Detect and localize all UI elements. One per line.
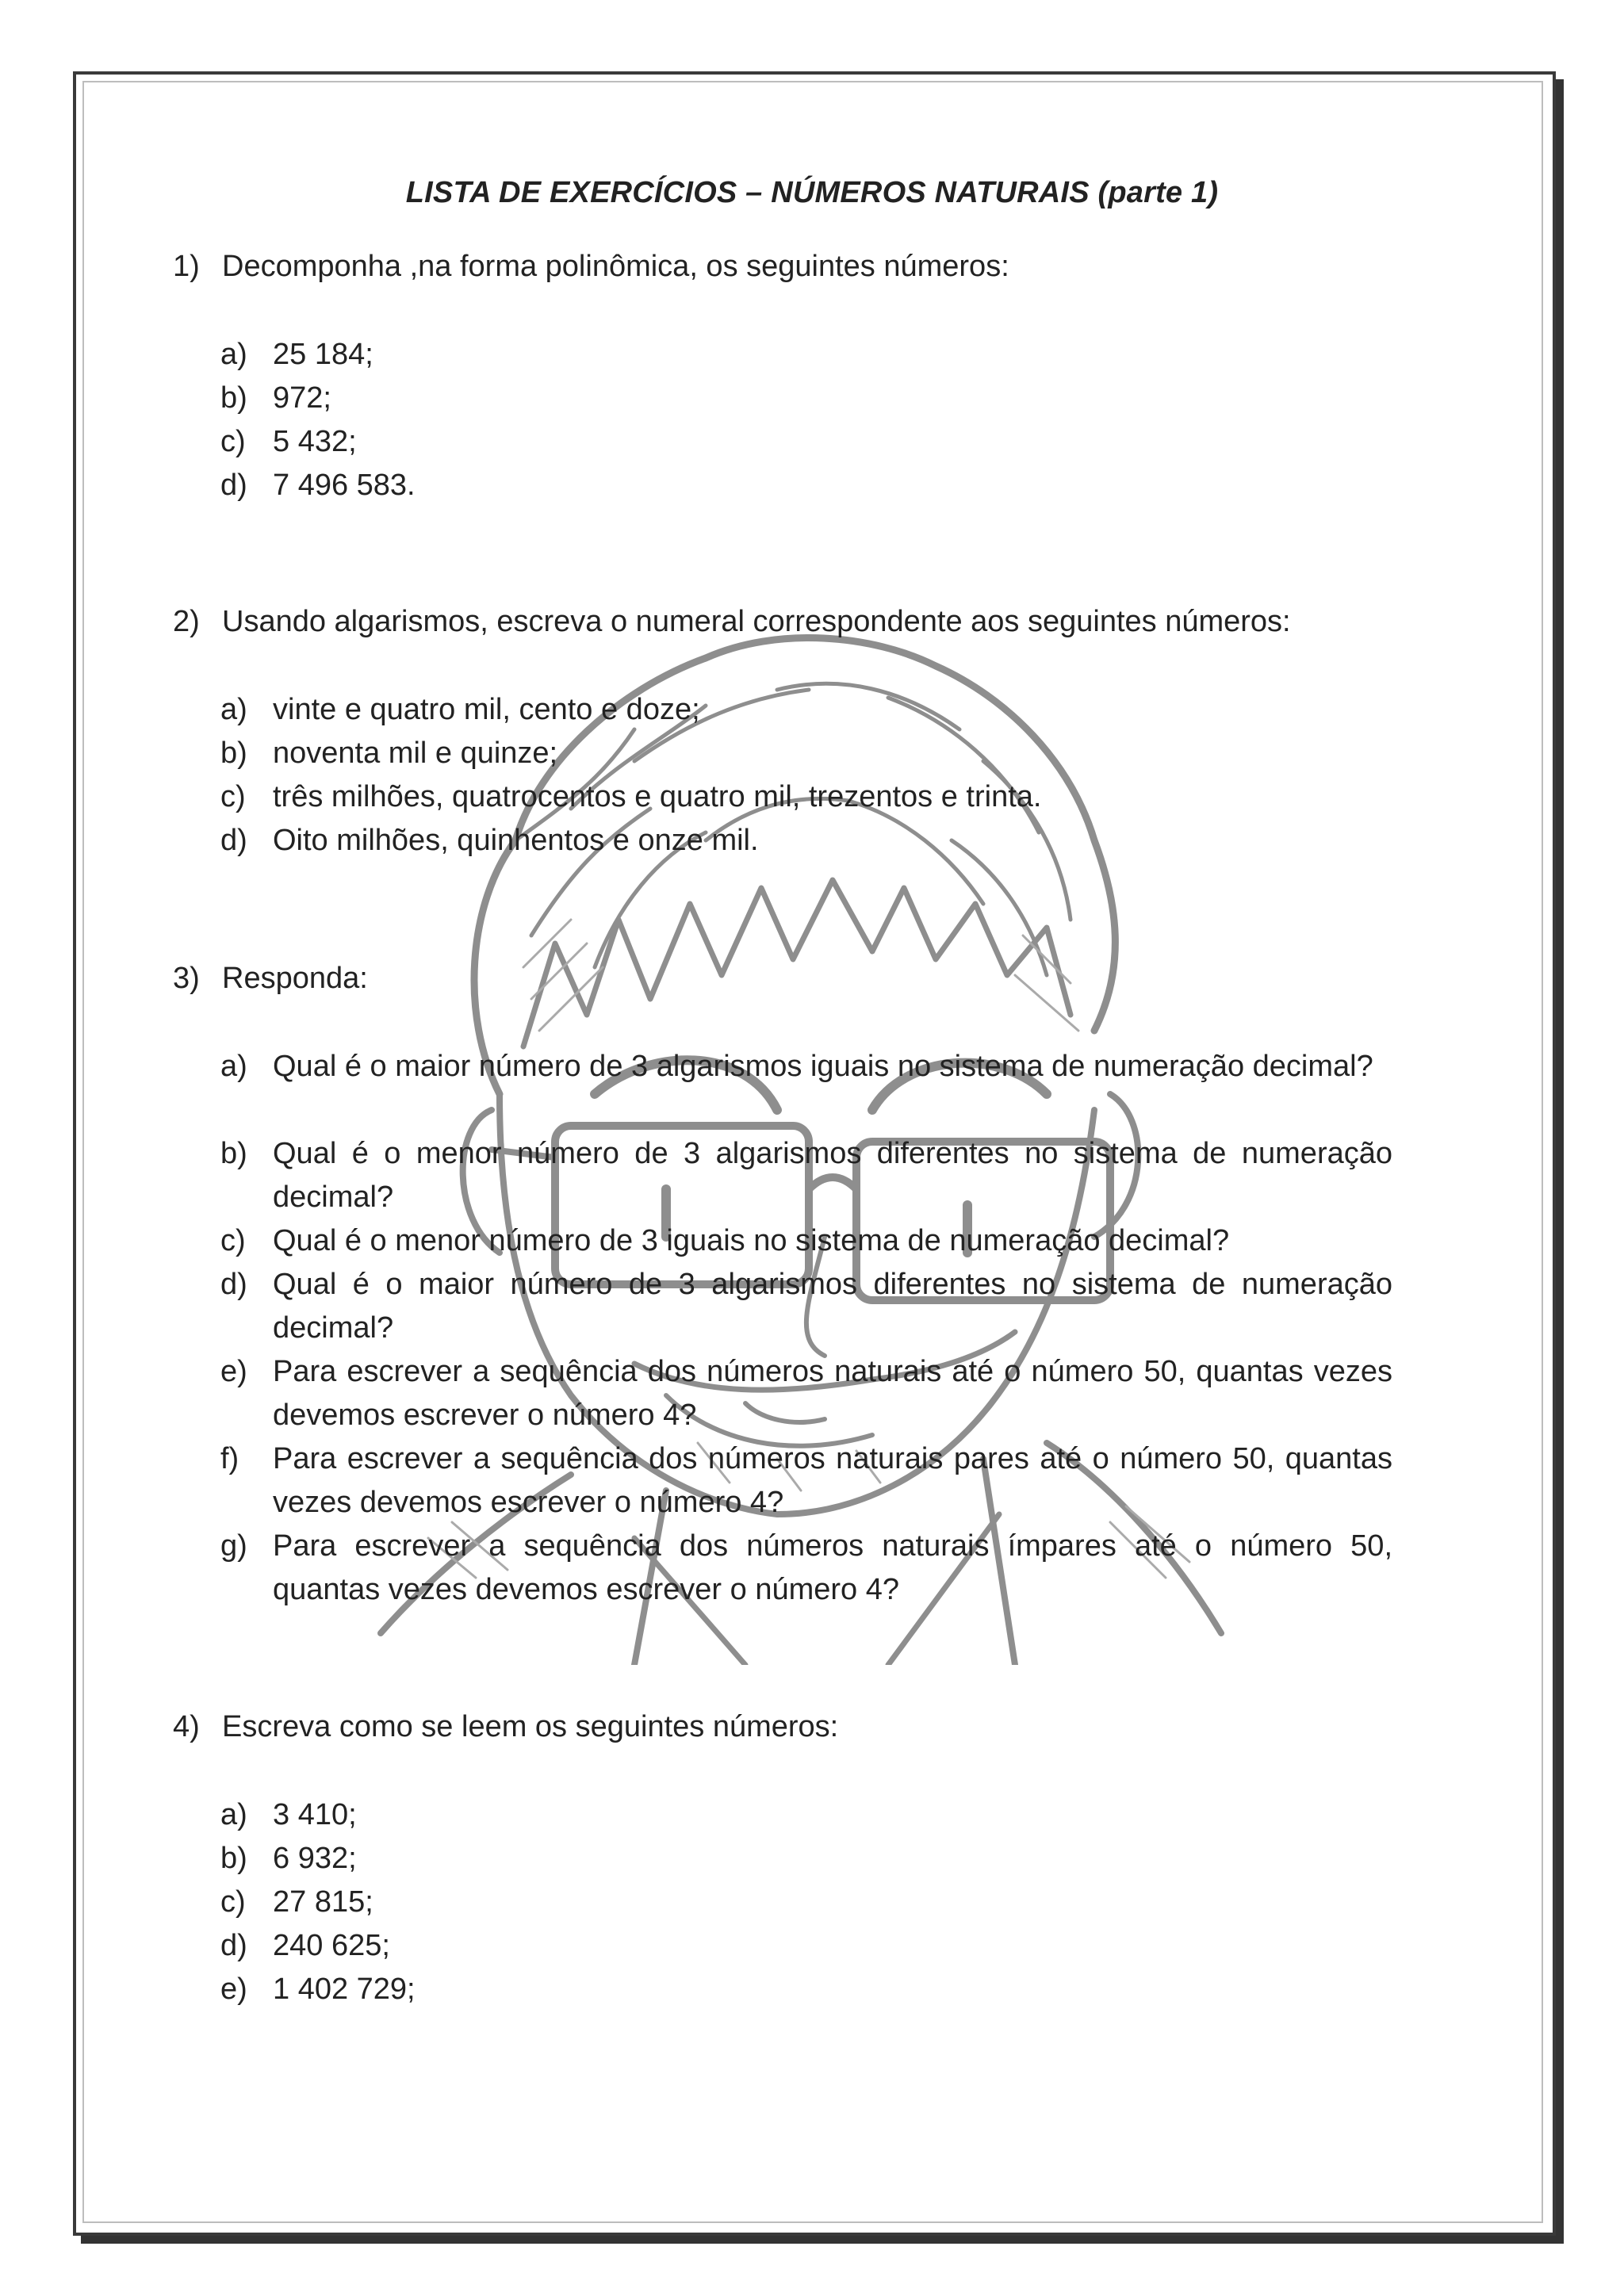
item-label: a) — [220, 338, 247, 371]
question-prompt: Decomponha ,na forma polinômica, os seguintes números: — [222, 250, 1009, 283]
item-label: a) — [220, 1798, 247, 1831]
item-label: c) — [220, 1885, 246, 1919]
item-label: c) — [220, 780, 246, 813]
question-number: 4) — [173, 1710, 200, 1743]
item-label: a) — [220, 693, 247, 726]
list-item — [220, 420, 1392, 464]
question-prompt: Escreva como se leem os seguintes números: — [222, 1710, 839, 1743]
item-label: g) — [220, 1529, 247, 1563]
item-text: 972; — [273, 381, 331, 415]
item-label: f) — [220, 1442, 239, 1475]
list-item — [220, 775, 1392, 819]
list-item — [220, 1968, 1392, 2011]
list-item — [220, 1219, 1392, 1263]
item-text: 5 432; — [273, 425, 357, 458]
list-item — [220, 1525, 1392, 1612]
question-4 — [173, 1705, 838, 1749]
item-text: Qual é o maior número de 3 algarismos diferentes no sistema de numeração decimal? — [273, 1268, 1392, 1345]
list-item — [220, 333, 1392, 377]
item-text: Oito milhões, quinhentos e onze mil. — [273, 824, 759, 857]
item-label: e) — [220, 1973, 247, 2006]
item-text: vinte e quatro mil, cento e doze; — [273, 693, 700, 726]
question-3 — [173, 956, 368, 1001]
question-prompt: Responda: — [222, 962, 368, 995]
question-1 — [173, 244, 1009, 289]
item-label: c) — [220, 425, 246, 458]
item-label: e) — [220, 1355, 247, 1388]
list-item — [220, 1263, 1392, 1350]
item-text: Para escrever a sequência dos números naturais pares até o número 50, quantas vezes devemos escrever o número 4? — [273, 1442, 1392, 1519]
item-label: d) — [220, 1268, 247, 1301]
item-label: d) — [220, 469, 247, 502]
item-text: 6 932; — [273, 1842, 357, 1875]
question-number: 1) — [173, 250, 200, 283]
list-item — [220, 1437, 1392, 1525]
item-text: Qual é o menor número de 3 algarismos diferentes no sistema de numeração decimal? — [273, 1137, 1392, 1214]
item-text: noventa mil e quinze; — [273, 737, 558, 770]
item-label: b) — [220, 1137, 247, 1170]
item-label: b) — [220, 737, 247, 770]
list-item — [220, 732, 1392, 775]
list-item — [220, 1793, 1392, 1837]
list-item — [220, 1132, 1392, 1219]
list-item — [220, 1045, 1392, 1089]
item-text: 3 410; — [273, 1798, 357, 1831]
item-label: a) — [220, 1050, 247, 1083]
item-text: Qual é o maior número de 3 algarismos iguais no sistema de numeração decimal? — [273, 1050, 1373, 1083]
list-item — [220, 1837, 1392, 1881]
list-item — [220, 1350, 1392, 1437]
question-number: 2) — [173, 605, 200, 638]
item-text: Para escrever a sequência dos números naturais ímpares até o número 50, quantas vezes devemos escrever o número 4? — [273, 1529, 1392, 1606]
list-item — [220, 1881, 1392, 1924]
list-item — [220, 688, 1392, 732]
item-text: 25 184; — [273, 338, 373, 371]
item-text: 7 496 583. — [273, 469, 416, 502]
list-item — [220, 1924, 1392, 1968]
item-text: 1 402 729; — [273, 1973, 416, 2006]
list-item — [220, 464, 1392, 507]
question-number: 3) — [173, 962, 200, 995]
page-title: LISTA DE EXERCÍCIOS – NÚMEROS NATURAIS (parte 1) — [405, 176, 1219, 209]
question-2 — [173, 599, 1291, 644]
question-prompt: Usando algarismos, escreva o numeral correspondente aos seguintes números: — [222, 605, 1291, 638]
item-label: d) — [220, 824, 247, 857]
item-label: c) — [220, 1224, 246, 1257]
list-item — [220, 819, 1392, 863]
item-label: d) — [220, 1929, 247, 1962]
item-text: Para escrever a sequência dos números naturais até o número 50, quantas vezes devemos escrever o número 4? — [273, 1355, 1392, 1432]
item-text: três milhões, quatrocentos e quatro mil, trezentos e trinta. — [273, 780, 1042, 813]
list-item — [220, 377, 1392, 420]
item-label: b) — [220, 1842, 247, 1875]
item-text: 240 625; — [273, 1929, 390, 1962]
item-label: b) — [220, 381, 247, 415]
item-text: Qual é o menor número de 3 iguais no sistema de numeração decimal? — [273, 1224, 1230, 1257]
item-text: 27 815; — [273, 1885, 373, 1919]
